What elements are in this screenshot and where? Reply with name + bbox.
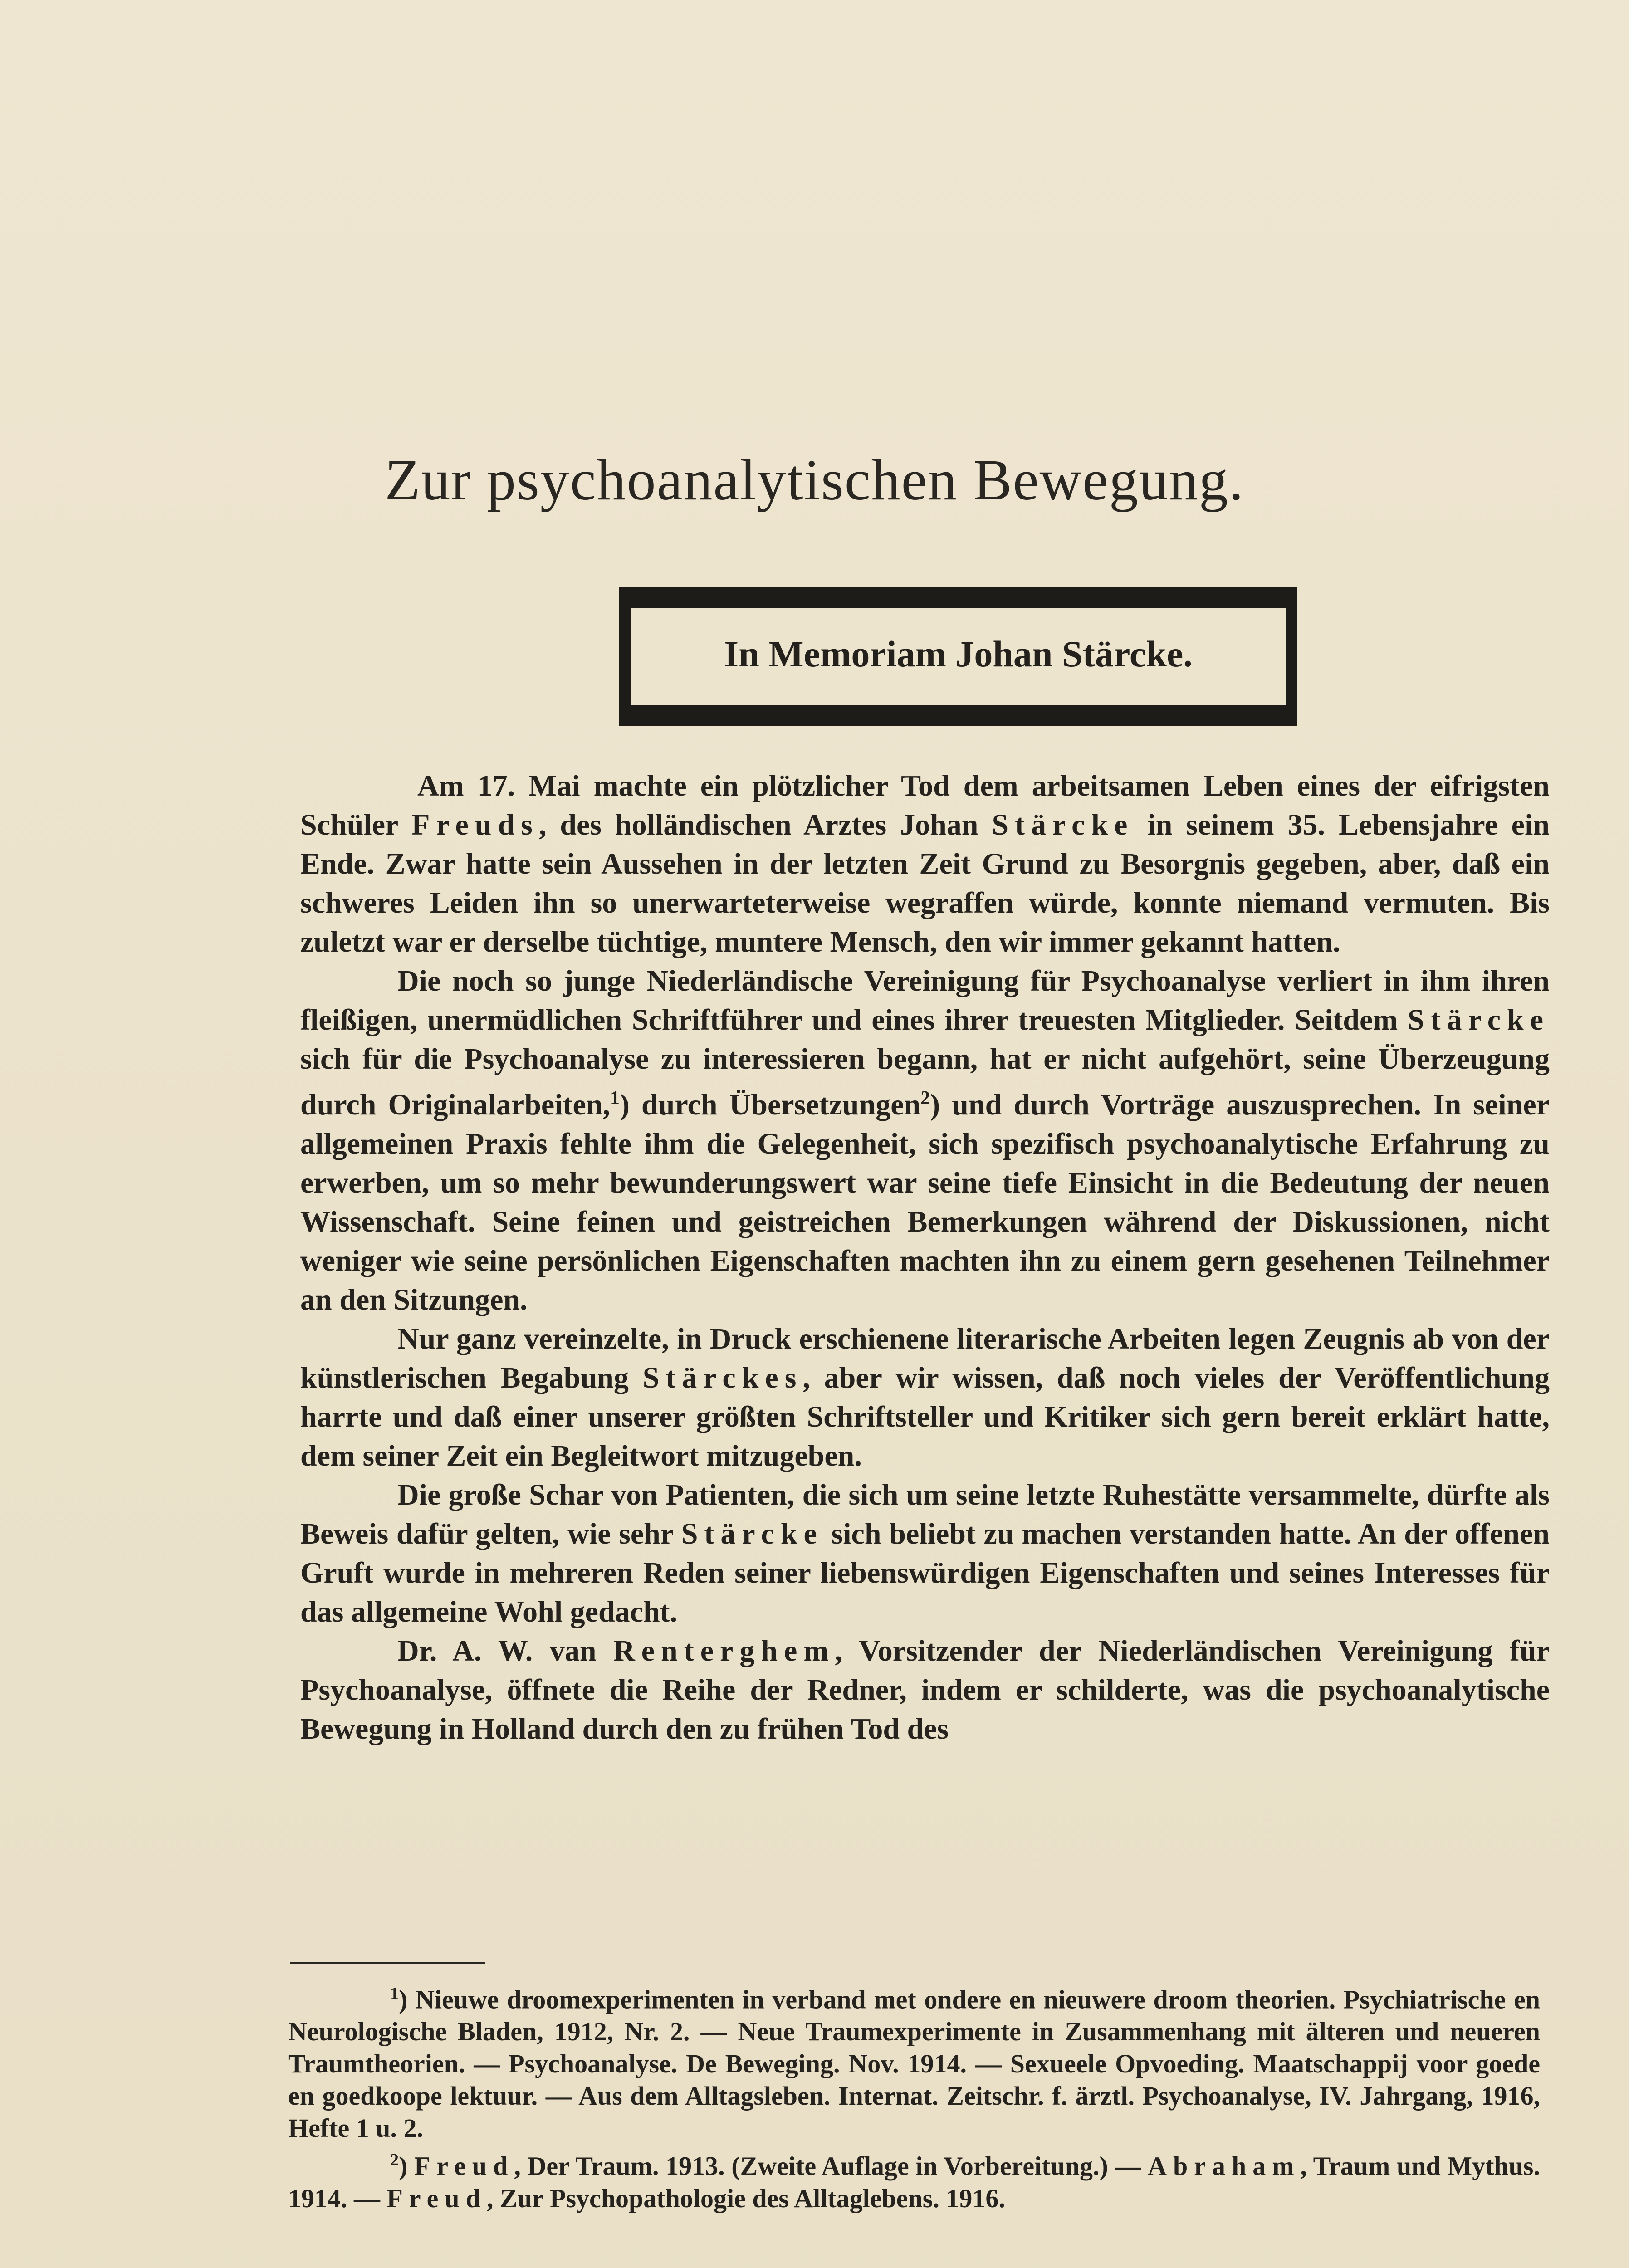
footnote-text: , Zur Psychopathologie des Alltaglebens. 1916. — [486, 2183, 1005, 2213]
text-run: , Vorsitzender der Niederländischen Vereinigung für Psychoanalyse, öffnete die Reihe der Redner, indem er schilderte, was die psychoanalytische Bewegung in Holland durch den zu frühen Tod des — [300, 1634, 1550, 1745]
spaced-name: Freud — [414, 2151, 514, 2181]
footnotes — [288, 1978, 1540, 2214]
footnote-2 — [288, 2144, 1540, 2214]
spaced-name: Abraham — [1148, 2151, 1301, 2181]
spaced-name: Freuds — [411, 808, 539, 841]
footnote-ref-2: 2 — [920, 1088, 930, 1109]
footnote-1 — [288, 1978, 1540, 2144]
text-run: Die noch so junge Niederländische Vereinigung für Psychoanalyse verliert in ihm ihren fleißigen, unermüdlichen Schriftführer und eines ihrer treuesten Mitglieder. Seitdem — [300, 964, 1550, 1036]
footnote-mark: 1 — [390, 1984, 399, 2003]
memoriam-title: In Memoriam Johan Stärcke. — [724, 633, 1193, 675]
paragraph-1 — [300, 767, 1550, 962]
footnote-text: , Der Traum. 1913. (Zweite Auflage in Vorbereitung.) — — [514, 2151, 1148, 2181]
text-run: Die große Schar von Patienten, die sich um seine letzte Ruhestätte versammelte, dürfte als Beweis dafür gelten, wie sehr — [300, 1478, 1550, 1550]
footnote-divider — [290, 1962, 485, 1964]
text-run: sich beliebt zu machen verstanden hatte. An der offenen Gruft wurde in mehreren Reden seiner liebenswürdigen Eigenschaften und seines Interesses für das allgemeine Wohl gedacht. — [300, 1517, 1550, 1628]
footnote-text: ) — [399, 2151, 414, 2181]
paragraph-3 — [300, 1320, 1550, 1476]
footnote-text: , Traum und Mythus. 1914. — — [288, 2151, 1540, 2213]
paragraph-2 — [300, 962, 1550, 1320]
spaced-name: Stärcke — [681, 1517, 823, 1550]
text-run: in seinem 35. Lebensjahre ein Ende. Zwar hatte sein Aussehen in der letzten Zeit Grund zu Besorgnis gegeben, aber, daß ein schweres Leiden ihn so unerwarteterweise wegraffen würde, konnte niemand vermuten. Bis zuletzt war er derselbe tüchtige, muntere Mensch, den wir immer gekannt hatten. — [300, 808, 1550, 958]
paragraph-5 — [300, 1632, 1550, 1749]
footnote-ref-1: 1 — [610, 1088, 620, 1109]
text-run: ) durch Übersetzungen — [620, 1088, 921, 1121]
article-body — [300, 767, 1550, 1749]
footnote-text: ) Nieuwe droomexperimenten in verband met ondere en nieuwere droom theorien. Psychiatrische en Neurologische Bladen, 1912, Nr. 2. — Neue Traumexperimente in Zusammenhang mit älteren und neueren Traumtheorien. — Psychoanalyse. De Beweging. Nov. 1914. — Sexueele Opvoeding. Maatschappij voor goede en goedkoope lektuur. — Aus dem Alltagsleben. Internat. Zeitschr. f. ärztl. Psychoanalyse, IV. Jahrgang, 1916, Hefte 1 u. 2. — [288, 1984, 1540, 2143]
spaced-name: Freud — [386, 2183, 487, 2213]
spaced-name: Renterghem — [613, 1634, 835, 1667]
text-run: Dr. A. W. van — [397, 1634, 614, 1667]
box-border-top — [619, 587, 1297, 608]
section-heading: Zur psychoanalytischen Bewegung. — [385, 448, 1244, 512]
box-border-bottom — [619, 705, 1297, 726]
memoriam-box — [619, 587, 1297, 726]
footnote-mark: 2 — [390, 2151, 399, 2170]
text-run: , aber wir wissen, daß noch vieles der Veröffentlichung harrte und daß einer unserer größten Schriftsteller und Kritiker sich gern bereit erklärt hatte, dem seiner Zeit ein Begleitwort mitzugeben. — [300, 1361, 1550, 1472]
text-run: , des holländischen Arztes Johan — [538, 808, 992, 841]
text-run: ) und durch Vorträge auszusprechen. In seiner allgemeinen Praxis fehlte ihm die Gelegenheit, sich spezifisch psychoanalytische Erfahrung zu erwerben, um so mehr bewunderungswert war seine tiefe Einsicht in die Bedeutung der neuen Wissenschaft. Seine feinen und geistreichen Bemerkungen während der Diskussionen, nicht weniger wie seine persönlichen Eigenschaften machten ihn zu einem gern gesehenen Teilnehmer an den Sitzungen. — [300, 1088, 1550, 1316]
text-run: Nur ganz vereinzelte, in Druck erschienene literarische Arbeiten legen Zeugnis ab von der künstlerischen Begabung — [300, 1322, 1550, 1394]
text-run: Am 17. Mai machte ein plötzlicher Tod dem arbeitsamen Leben eines der eifrigsten Schüler — [300, 769, 1550, 841]
spaced-name: Stärcke — [1407, 1003, 1550, 1036]
paragraph-4 — [300, 1476, 1550, 1632]
spaced-name: Stärcke — [992, 808, 1134, 841]
spaced-name: Stärckes — [642, 1361, 803, 1394]
text-run: sich für die Psychoanalyse zu interessieren begann, hat er nicht aufgehört, seine Überzeugung durch Originalarbeiten, — [300, 1042, 1550, 1121]
